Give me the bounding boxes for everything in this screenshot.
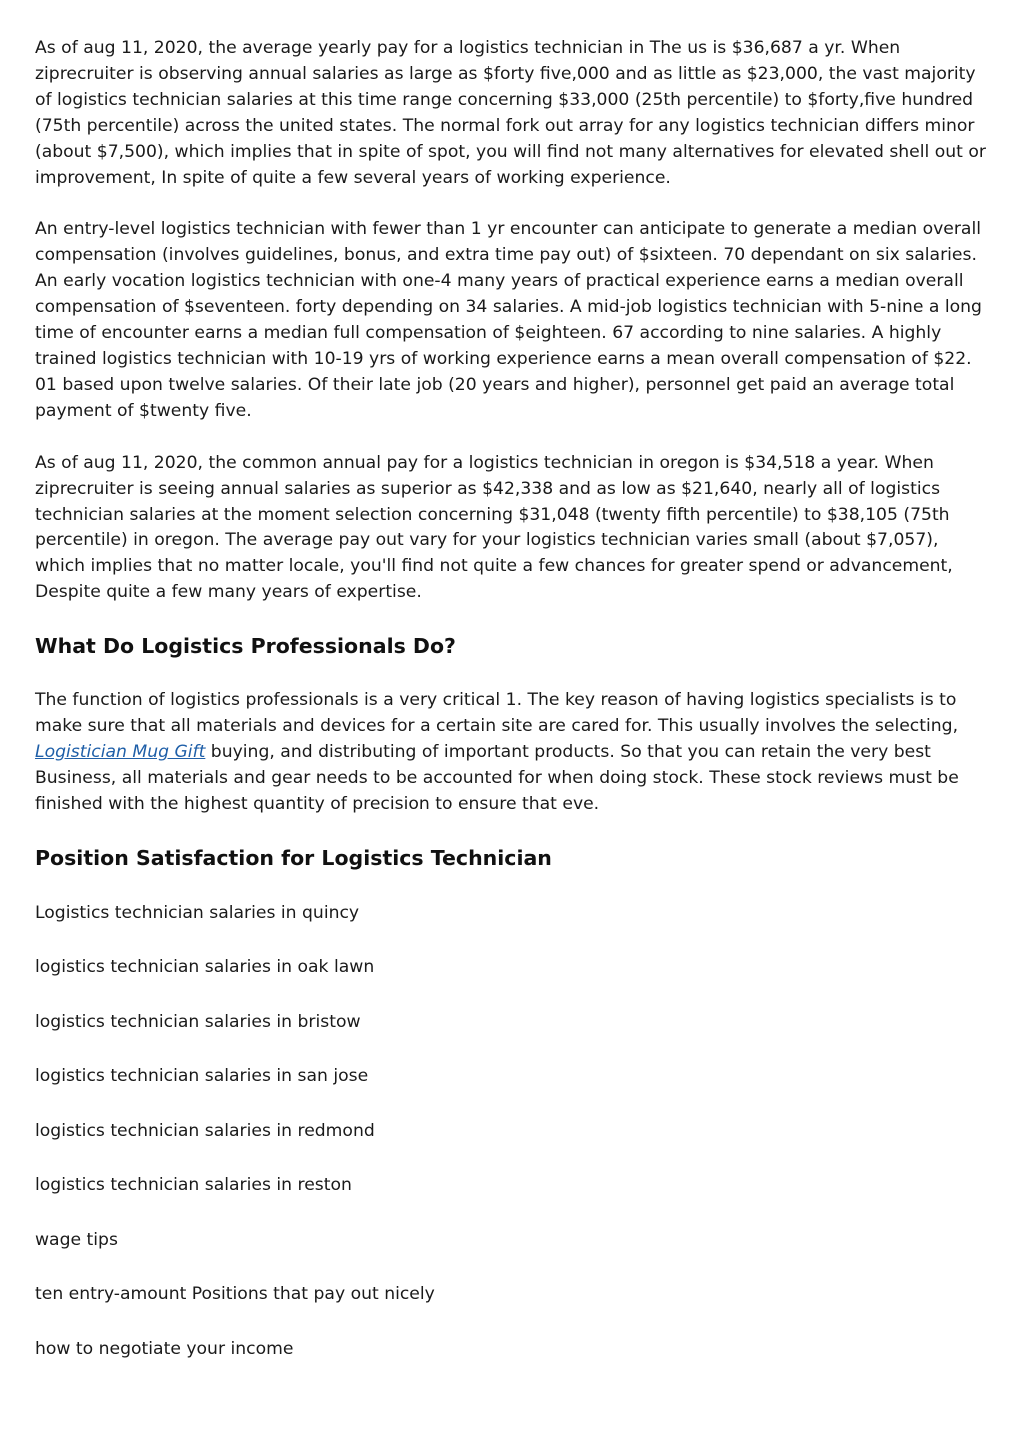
paragraph-experience-compensation: An entry-level logistics technician with fewer than 1 yr encounter can anticipate to generate a median overall compensation (involves guidelines, bonus, and extra time pay out) of $sixteen. 70 dependant on six salaries. An early vocation logistics technician with one-4 many years of practical experience earns a median overall compensation of $seventeen. forty depending on 34 salaries. A mid-job logistics technician with 5-nine a long time of encounter earns a median full compensation of $eighteen. 67 according to nine salaries. A highly trained logistics technician with 10-19 yrs of working experience earns a mean overall compensation of $22. 01 based upon twelve salaries. Of their late job (20 years and higher), personnel get paid an average total payment of $twenty five. bbox=[35, 219, 982, 421]
paragraph-logistics-role bbox=[35, 688, 990, 818]
paragraph-national-salary: As of aug 11, 2020, the average yearly pay for a logistics technician in The us is $36,687 a yr. When ziprecruiter is observing annual salaries as large as $forty five,000 and as little as $23,000, the vast majority of logistics technician salaries at this time range concerning $33,000 (25th percentile) to $forty,five hundred (75th percentile) across the united states. The normal fork out array for any logistics technician differs minor (about $7,500), which implies that in spite of spot, you will find not many alternatives for elevated shell out or improvement, In spite of quite a few several years of working experience. bbox=[35, 38, 986, 188]
list-item: how to negotiate your income bbox=[35, 1338, 294, 1359]
list-item: logistics technician salaries in oak lawn bbox=[35, 957, 375, 978]
role-text-before-link: The function of logistics professionals is a very critical 1. The key reason of having logistics specialists is to make sure that all materials and devices for a certain site are cared for. This usually involves the selecting, bbox=[35, 690, 959, 737]
list-item: logistics technician salaries in bristow bbox=[35, 1011, 361, 1032]
list-item: logistics technician salaries in redmond bbox=[35, 1120, 375, 1141]
list-item: logistics technician salaries in reston bbox=[35, 1175, 352, 1196]
list-item: logistics technician salaries in san jose bbox=[35, 1066, 369, 1087]
role-text-after-link: buying, and distributing of important products. So that you can retain the very best Business, all materials and gear needs to be accounted for when doing stock. These stock reviews must be finished with the highest quantity of precision to ensure that eve. bbox=[35, 741, 959, 814]
heading-position-satisfaction: Position Satisfaction for Logistics Technician bbox=[35, 845, 552, 870]
list-item: Logistics technician salaries in quincy bbox=[35, 902, 360, 923]
list-item: wage tips bbox=[35, 1229, 118, 1250]
paragraph-oregon-salary: As of aug 11, 2020, the common annual pay for a logistics technician in oregon is $34,518 a year. When ziprecruiter is seeing annual salaries as superior as $42,338 and as low as $21,640, nearly all of logistics technician salaries at the moment selection concerning $31,048 (twenty fifth percentile) to $38,105 (75th percentile) in oregon. The average pay out vary for your logistics technician varies small (about $7,057), which implies that no matter locale, you'll find not quite a few chances for greater spend or advancement, Despite quite a few many years of expertise. bbox=[35, 452, 953, 603]
logistician-mug-gift-link[interactable]: Logistician Mug Gift bbox=[35, 741, 206, 762]
salary-list bbox=[35, 900, 990, 1362]
list-item: ten entry-amount Positions that pay out nicely bbox=[35, 1284, 435, 1305]
heading-what-logistics-professionals-do: What Do Logistics Professionals Do? bbox=[35, 634, 456, 659]
